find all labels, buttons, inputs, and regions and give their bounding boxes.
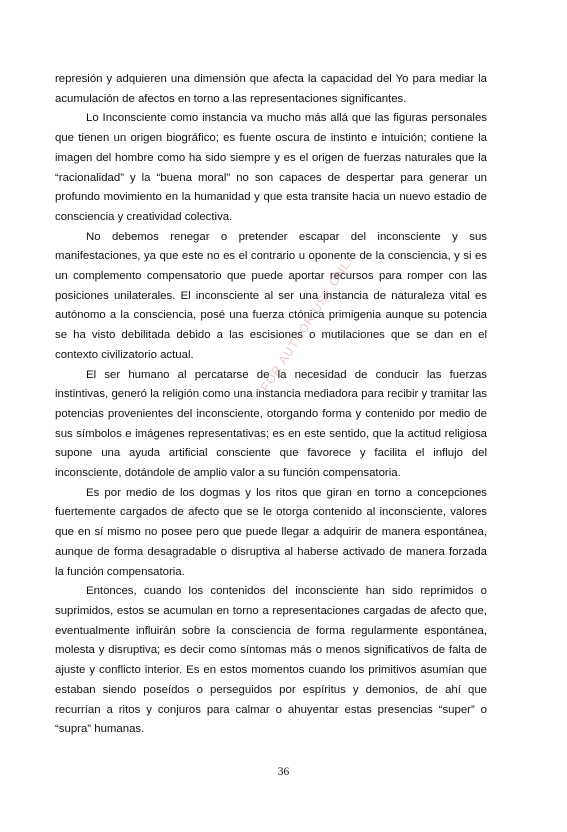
page-body [55,70,487,740]
paragraph-entonces: Entonces, cuando los contenidos del inconsciente han sido reprimidos o suprimidos, estos se acumulan en torno a representaciones cargadas de afecto que, eventualmente influirán sobre la consciencia de forma regularmente espontánea, molesta y disruptiva; es decir como síntomas más o menos significativos de falta de ajuste y conflicto interior. Es en estos momentos cuando los primitivos asumían que estaban siendo poseídos o perseguidos por espíritus y demonios, de ahí que recurrían a ritos y conjuros para calmar o ahuyentar estas presencias “super” o “supra” humanas. [55,585,487,736]
watermark: FOR AUTHOR USE ONLY [258,251,358,394]
paragraph-religion: El ser humano al percatarse de la necesidad de conducir las fuerzas instintivas, generó la religión como una instancia mediadora para recibir y tramitar las potencias provenientes del inconsciente, otorgando forma y contenido por medio de sus símbolos e imágenes representativas; es en este sentido, que la actitud religiosa supone una ayuda artificial consciente que favorece y facilita el influjo del inconsciente, dotándole de amplio valor a su función compensatoria. [55,368,487,480]
paragraph-dogmas: Es por medio de los dogmas y los ritos que giran en torno a concepciones fuertemente cargados de afecto que se le otorga contenido al inconsciente, valores que en sí mismo no posee pero que puede llegar a adquirir de manera espontánea, aunque de forma desagradable o disruptiva al haberse activado de manera forzada la función compensatoria. [55,486,487,578]
page-number: 36 [277,766,290,778]
paragraph-inconsciente: Lo Inconsciente como instancia va mucho más allá que las figuras personales que tienen un origen biográfico; es fuente oscura de instinto e intuición; contiene la imagen del hombre como ha sido siempre y es el origen de fuerzas naturales que la “racionalidad” y la “buena moral” no son capaces de despertar para generar un profundo movimiento en la humanidad y que esta transite hacia un nuevo estadio de consciencia y creatividad colectiva. [55,112,487,223]
paragraph-continuation: represión y adquieren una dimensión que afecta la capacidad del Yo para mediar la acumulación de afectos en torno a las representaciones significantes. [55,73,487,105]
paragraph-renegar: No debemos renegar o pretender escapar del inconsciente y sus manifestaciones, ya que este no es el contrario u oponente de la consciencia, y si es un complemento compensatorio que puede aportar recursos para romper con las posiciones unilaterales. El inconsciente al ser una instancia de naturaleza vital es autónomo a la consciencia, posé una fuerza ctónica primigenia aunque su potencia se ha visto debilitada debido a las escisiones o mutilaciones que se dan en el contexto civilizatorio actual. [55,230,487,361]
